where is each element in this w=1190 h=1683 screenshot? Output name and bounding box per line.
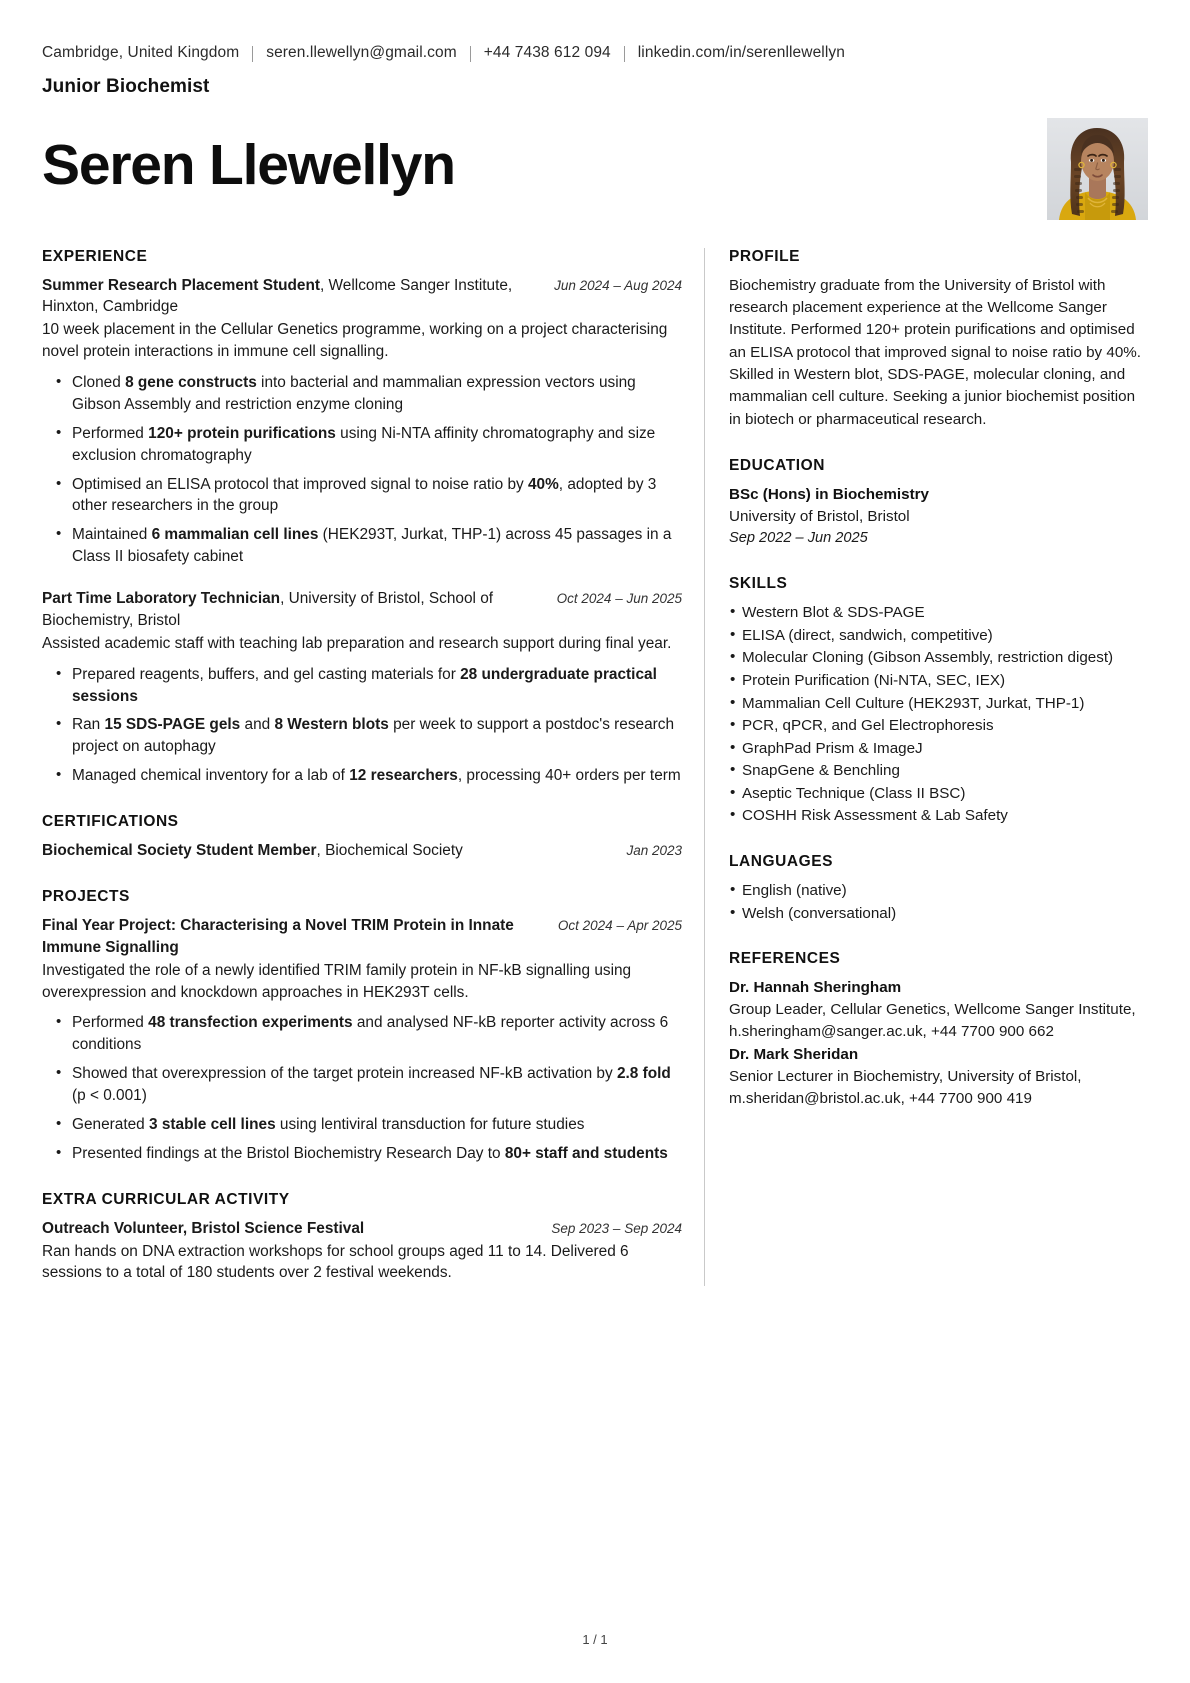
left-column xyxy=(42,248,704,1287)
education-entry xyxy=(729,484,1148,549)
entry-header xyxy=(42,840,682,862)
entry-bullets xyxy=(42,1012,682,1164)
section-heading-certifications: CERTIFICATIONS xyxy=(42,813,179,831)
contact-linkedin[interactable]: linkedin.com/in/serenllewellyn xyxy=(637,44,845,61)
contact-separator-icon xyxy=(624,46,625,62)
languages-list xyxy=(729,880,1148,924)
section-heading-projects: PROJECTS xyxy=(42,887,130,905)
list-item: • Maintained 6 mammalian cell lines (HEK293T, Jurkat, THP-1) across 45 passages in a Class II biosafety cabinet xyxy=(72,524,682,568)
experience-entry xyxy=(42,275,682,569)
contact-separator-icon xyxy=(470,46,471,62)
list-item: • Western Blot & SDS-PAGE xyxy=(742,602,1148,624)
reference-detail: Senior Lecturer in Biochemistry, University of Bristol, m.sheridan@bristol.ac.uk, +44 7700 900 419 xyxy=(729,1068,1082,1108)
extra-curricular-entry xyxy=(42,1218,682,1285)
entry-title-line: Part Time Laboratory Technician, University of Bristol, School of Biochemistry, Bristol xyxy=(42,590,494,629)
contact-line xyxy=(42,40,1148,63)
entry-header xyxy=(42,588,682,632)
experience-entries xyxy=(42,275,682,788)
list-item: • Presented findings at the Bristol Biochemistry Research Day to 80+ staff and students xyxy=(72,1143,682,1165)
section-heading-languages: LANGUAGES xyxy=(729,853,833,870)
entry-description: Assisted academic staff with teaching lab preparation and research support during final year. xyxy=(42,634,672,652)
job-title: Junior Biochemist xyxy=(42,75,210,97)
list-item: • Aseptic Technique (Class II BSC) xyxy=(742,783,1148,805)
list-item: • Prepared reagents, buffers, and gel casting materials for 28 undergraduate practical sessions xyxy=(72,664,682,708)
entry-title-line: Biochemical Society Student Member, Biochemical Society xyxy=(42,842,463,860)
reference-name: Dr. Mark Sheridan xyxy=(729,1046,859,1064)
certification-entry xyxy=(42,840,682,862)
list-item: • Generated 3 stable cell lines using lentiviral transduction for future studies xyxy=(72,1114,682,1136)
resume-columns xyxy=(42,248,1148,1287)
entry-bullets xyxy=(42,664,682,787)
reference-item xyxy=(729,1044,1148,1110)
list-item: • SnapGene & Benchling xyxy=(742,760,1148,782)
list-item: • GraphPad Prism & ImageJ xyxy=(742,738,1148,760)
list-item: • Performed 48 transfection experiments and analysed NF-kB reporter activity across 6 conditions xyxy=(72,1012,682,1056)
entry-description: Investigated the role of a newly identified TRIM family protein in NF-kB signalling using overexpression and knockdown approaches in HEK293T cells. xyxy=(42,961,632,1001)
contact-email[interactable]: seren.llewellyn@gmail.com xyxy=(266,44,457,61)
profile-text: Biochemistry graduate from the University of Bristol with research placement experience at the Wellcome Sanger Institute. Performed 120+ protein purifications and optimised an ELISA protocol that improved signal to noise ratio by 40%. Skilled in Western blot, SDS-PAGE, molecular cloning, and mammalian cell culture. Seeking a junior biochemist position in biotech or pharmaceutical research. xyxy=(729,276,1141,428)
portrait-photo-icon xyxy=(1047,118,1148,220)
entry-date: Oct 2024 – Jun 2025 xyxy=(556,591,682,607)
entry-title-line: Summer Research Placement Student, Wellcome Sanger Institute, Hinxton, Cambridge xyxy=(42,276,513,316)
reference-item xyxy=(729,977,1148,1043)
entry-date: Jun 2024 – Aug 2024 xyxy=(554,277,682,293)
list-item: • English (native) xyxy=(742,880,1148,902)
section-heading-references: REFERENCES xyxy=(729,950,841,968)
list-item: • ELISA (direct, sandwich, competitive) xyxy=(742,625,1148,647)
entry-description: Ran hands on DNA extraction workshops for school groups aged 11 to 14. Delivered 6 sessions to a total of 180 students over 2 festival weekends. xyxy=(42,1242,629,1282)
list-item: • Optimised an ELISA protocol that improved signal to noise ratio by 40%, adopted by 3 other researchers in the group xyxy=(72,474,682,518)
reference-name: Dr. Hannah Sheringham xyxy=(729,979,902,997)
right-column xyxy=(705,248,1148,1287)
entry-bullets xyxy=(42,372,682,568)
list-item: • Welsh (conversational) xyxy=(742,903,1148,925)
avatar xyxy=(1047,118,1148,220)
page-title: Seren Llewellyn xyxy=(42,132,455,197)
name-row xyxy=(42,116,1148,220)
page-indicator: 1 / 1 xyxy=(582,1632,608,1647)
list-item: • Managed chemical inventory for a lab of 12 researchers, processing 40+ orders per term xyxy=(72,765,682,787)
list-item: • PCR, qPCR, and Gel Electrophoresis xyxy=(742,715,1148,737)
entry-date: Oct 2024 – Apr 2025 xyxy=(557,917,682,933)
entry-title-line: Final Year Project: Characterising a Novel TRIM Protein in Innate Immune Signalling xyxy=(42,916,514,956)
experience-entry xyxy=(42,588,682,787)
list-item: • Ran 15 SDS-PAGE gels and 8 Western blots per week to support a postdoc's research project on autophagy xyxy=(72,714,682,758)
project-entry xyxy=(42,915,682,1165)
skills-list xyxy=(729,602,1148,827)
section-heading-profile: PROFILE xyxy=(729,247,801,265)
section-heading-education: EDUCATION xyxy=(729,457,825,474)
entry-header xyxy=(42,275,682,319)
contact-phone[interactable]: +44 7438 612 094 xyxy=(483,44,611,61)
list-item: • Performed 120+ protein purifications using Ni-NTA affinity chromatography and size exclusion chromatography xyxy=(72,423,682,467)
education-dates: Sep 2022 – Jun 2025 xyxy=(729,530,868,547)
education-school: University of Bristol, Bristol xyxy=(729,508,910,526)
education-degree: BSc (Hons) in Biochemistry xyxy=(729,486,930,503)
list-item: • Molecular Cloning (Gibson Assembly, restriction digest) xyxy=(742,647,1148,669)
entry-header xyxy=(42,915,682,959)
section-heading-skills: SKILLS xyxy=(729,575,788,593)
list-item: • Showed that overexpression of the target protein increased NF-kB activation by 2.8 fold (p < 0.001) xyxy=(72,1063,682,1107)
entry-title-line: Outreach Volunteer, Bristol Science Festival xyxy=(42,1219,365,1237)
list-item: • Mammalian Cell Culture (HEK293T, Jurkat, THP-1) xyxy=(742,693,1148,715)
entry-date: Sep 2023 – Sep 2024 xyxy=(551,1220,682,1236)
reference-detail: Group Leader, Cellular Genetics, Wellcome Sanger Institute, h.sheringham@sanger.ac.uk, +44 7700 900 662 xyxy=(729,1001,1136,1041)
entry-header xyxy=(42,1218,682,1240)
contact-location: Cambridge, United Kingdom xyxy=(42,44,240,61)
section-heading-experience: EXPERIENCE xyxy=(42,247,148,265)
list-item: • Cloned 8 gene constructs into bacterial and mammalian expression vectors using Gibson Assembly and restriction enzyme cloning xyxy=(72,372,682,416)
entry-description: 10 week placement in the Cellular Genetics programme, working on a project characterising novel protein interactions in immune cell signalling. xyxy=(42,321,668,361)
section-heading-extra-curricular: EXTRA CURRICULAR ACTIVITY xyxy=(42,1190,290,1208)
list-item: • Protein Purification (Ni-NTA, SEC, IEX) xyxy=(742,670,1148,692)
contact-separator-icon xyxy=(252,46,253,62)
list-item: • COSHH Risk Assessment & Lab Safety xyxy=(742,805,1148,827)
entry-date: Jan 2023 xyxy=(626,843,682,859)
